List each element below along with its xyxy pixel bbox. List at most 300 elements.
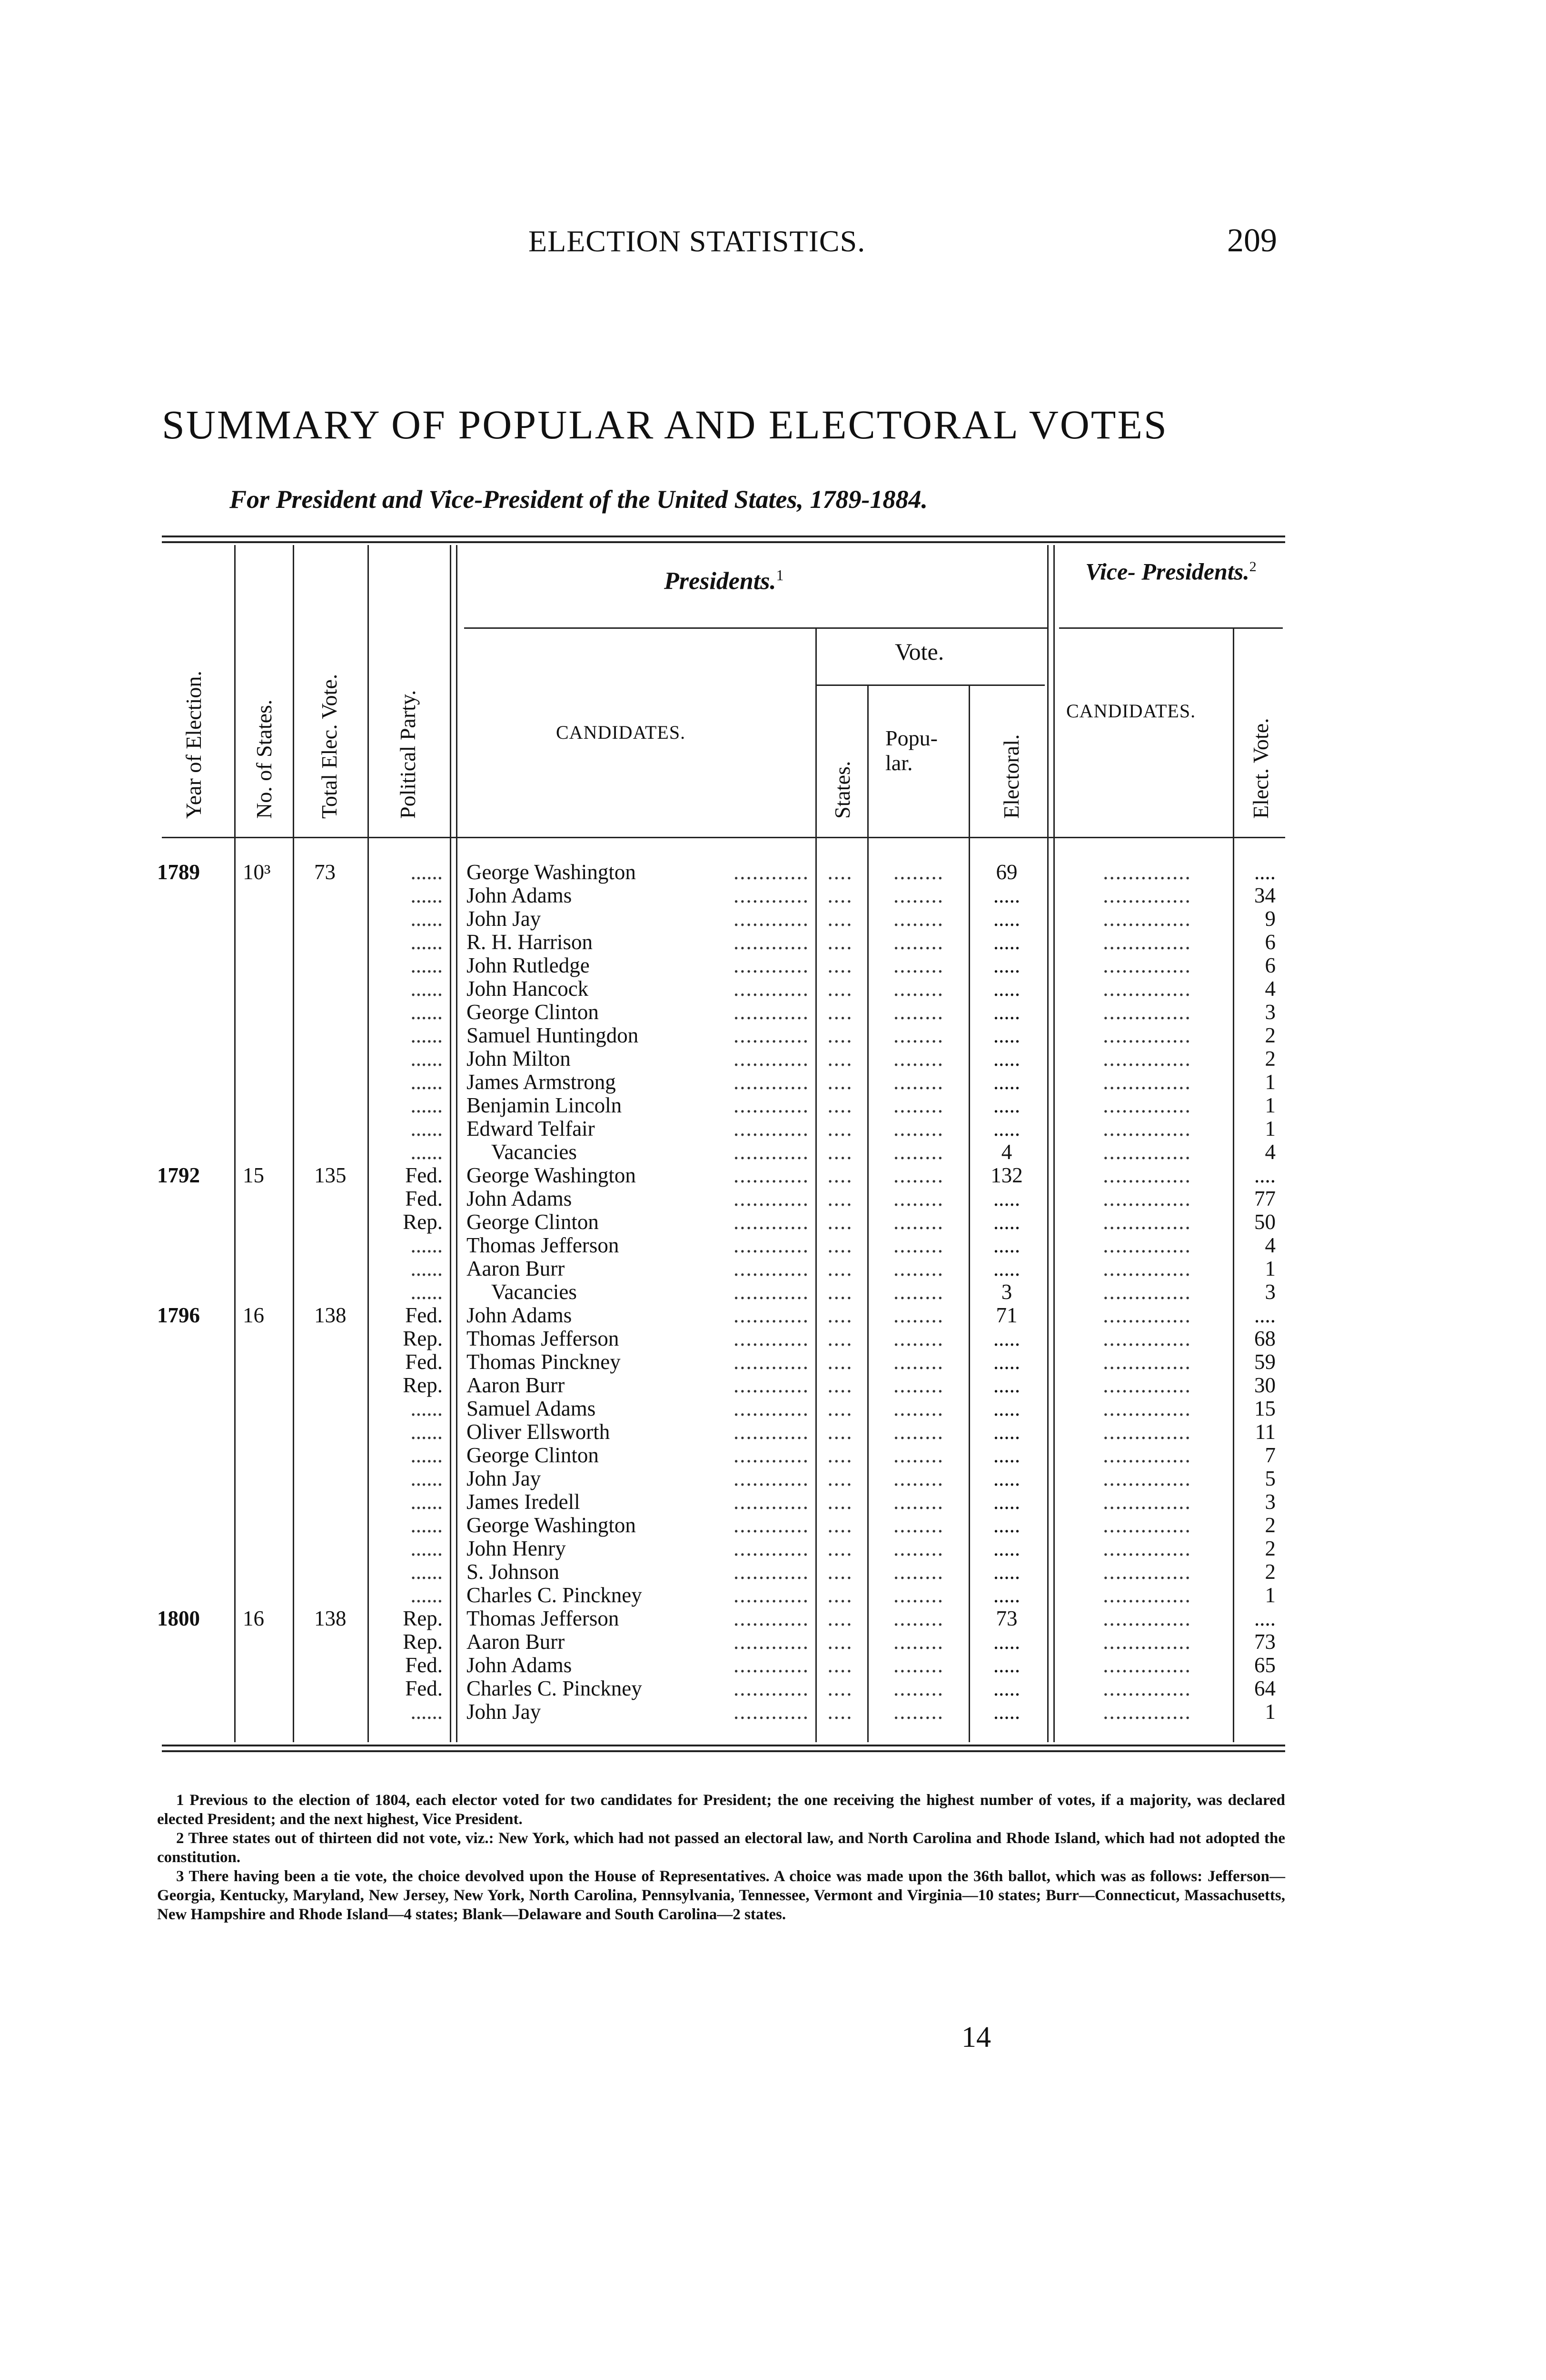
cell-electoral: 4 xyxy=(1001,1140,1012,1164)
cell-popular: ........ xyxy=(893,1490,944,1514)
cell-vice-vote: 5 xyxy=(1265,1467,1276,1490)
cell-candidate: Edward Telfair xyxy=(466,1117,599,1140)
cell-candidate: Charles C. Pinckney xyxy=(466,1584,646,1607)
cell-party: ...... xyxy=(410,1444,443,1467)
footnote-2: 2 Three states out of thirteen did not vote, viz.: New York, which had not passed an electoral law, and North Carolina and Rhode Island, which had not adopted the constitution. xyxy=(157,1830,1285,1866)
cell-candidate: John Hancock xyxy=(466,977,592,1001)
cell-popular: ........ xyxy=(893,1001,944,1024)
cell-vice-vote: .... xyxy=(1254,861,1276,884)
header-presidents xyxy=(664,566,783,595)
cell-popular: ........ xyxy=(893,1164,944,1187)
cell-vice-vote: 1 xyxy=(1265,1094,1276,1117)
cell-vice-candidate: .............. xyxy=(1103,884,1191,907)
table-row xyxy=(0,1467,1546,1490)
cell-states: .... xyxy=(827,1467,853,1490)
cell-popular: ........ xyxy=(893,1467,944,1490)
presidents-rule xyxy=(464,627,1047,629)
cell-candidate: George Washington xyxy=(466,1164,640,1187)
table-top-rule xyxy=(162,536,1285,537)
cell-vice-candidate: .............. xyxy=(1103,1210,1191,1234)
cell-electoral: ..... xyxy=(993,1210,1021,1234)
cell-electoral: ..... xyxy=(993,1234,1021,1257)
cell-candidate: John Milton xyxy=(466,1047,575,1071)
cell-vice-vote: 7 xyxy=(1265,1444,1276,1467)
cell-vice-vote: 50 xyxy=(1254,1210,1276,1234)
cell-party: Rep. xyxy=(403,1374,443,1397)
table-row xyxy=(0,884,1546,907)
table-row xyxy=(0,1700,1546,1724)
cell-popular: ........ xyxy=(893,1584,944,1607)
cell-states: .... xyxy=(827,1444,853,1467)
cell-candidate: Samuel Huntingdon xyxy=(466,1024,642,1047)
cell-total-elec: 135 xyxy=(314,1164,347,1187)
cell-electoral: ..... xyxy=(993,1071,1021,1094)
cell-vice-candidate: .............. xyxy=(1103,1630,1191,1654)
cell-party: ...... xyxy=(410,1071,443,1094)
cell-leader-dots: ............ xyxy=(733,1374,809,1397)
cell-year: 1796 xyxy=(157,1304,200,1327)
cell-electoral: ..... xyxy=(993,1700,1021,1724)
cell-popular: ........ xyxy=(893,1117,944,1140)
cell-popular: ........ xyxy=(893,1374,944,1397)
cell-popular: ........ xyxy=(893,1444,944,1467)
cell-candidate: Charles C. Pinckney xyxy=(466,1677,646,1700)
cell-electoral: ..... xyxy=(993,1677,1021,1700)
table-row xyxy=(0,1584,1546,1607)
cell-electoral: ..... xyxy=(993,1490,1021,1514)
cell-candidate: Benjamin Lincoln xyxy=(466,1094,625,1117)
vote-rule xyxy=(816,684,1045,686)
cell-states: .... xyxy=(827,931,853,954)
cell-party: ...... xyxy=(410,1117,443,1140)
table-row xyxy=(0,1094,1546,1117)
cell-states: .... xyxy=(827,1630,853,1654)
cell-party: Fed. xyxy=(405,1654,443,1677)
cell-candidate: George Clinton xyxy=(466,1001,603,1024)
cell-popular: ........ xyxy=(893,1514,944,1537)
cell-vice-vote: 1 xyxy=(1265,1257,1276,1280)
vice-rule xyxy=(1059,627,1283,629)
cell-party: ...... xyxy=(410,1560,443,1584)
cell-leader-dots: ............ xyxy=(733,1164,809,1187)
header-popular: Popu- lar. xyxy=(885,726,938,775)
cell-leader-dots: ............ xyxy=(733,1047,809,1071)
cell-vice-candidate: .............. xyxy=(1103,1444,1191,1467)
table-row xyxy=(0,954,1546,977)
cell-leader-dots: ............ xyxy=(733,1350,809,1374)
cell-states: .... xyxy=(827,1350,853,1374)
cell-vice-candidate: .............. xyxy=(1103,1677,1191,1700)
cell-vice-candidate: .............. xyxy=(1103,1071,1191,1094)
cell-candidate: S. Johnson xyxy=(466,1560,563,1584)
cell-leader-dots: ............ xyxy=(733,1257,809,1280)
cell-candidate: Thomas Jefferson xyxy=(466,1327,623,1350)
cell-party: Fed. xyxy=(405,1304,443,1327)
cell-year: 1800 xyxy=(157,1607,200,1630)
table-row xyxy=(0,1374,1546,1397)
cell-vice-candidate: .............. xyxy=(1103,1047,1191,1071)
cell-party: ...... xyxy=(410,1537,443,1560)
cell-leader-dots: ............ xyxy=(733,1537,809,1560)
table-top-rule-2 xyxy=(162,541,1285,543)
table-row xyxy=(0,1350,1546,1374)
cell-candidate: Thomas Pinckney xyxy=(466,1350,624,1374)
cell-leader-dots: ............ xyxy=(733,1444,809,1467)
header-elect-vote: Elect. Vote. xyxy=(1249,718,1273,819)
table-row xyxy=(0,1210,1546,1234)
cell-states: .... xyxy=(827,1537,853,1560)
cell-leader-dots: ............ xyxy=(733,1094,809,1117)
cell-states: .... xyxy=(827,1234,853,1257)
cell-vice-candidate: .............. xyxy=(1103,1420,1191,1444)
table-row xyxy=(0,1514,1546,1537)
cell-leader-dots: ............ xyxy=(733,1071,809,1094)
cell-leader-dots: ............ xyxy=(733,884,809,907)
table-row xyxy=(0,1024,1546,1047)
cell-leader-dots: ............ xyxy=(733,1700,809,1724)
cell-vice-vote: 1 xyxy=(1265,1584,1276,1607)
cell-candidate: John Jay xyxy=(466,907,545,931)
header-vice-note: 2 xyxy=(1249,559,1257,575)
cell-popular: ........ xyxy=(893,1677,944,1700)
cell-vice-candidate: .............. xyxy=(1103,1024,1191,1047)
cell-states: .... xyxy=(827,1257,853,1280)
cell-vice-vote: 3 xyxy=(1265,1280,1276,1304)
cell-popular: ........ xyxy=(893,1187,944,1210)
page-title: SUMMARY OF POPULAR AND ELECTORAL VOTES xyxy=(162,402,1168,447)
cell-candidate: Aaron Burr xyxy=(466,1257,568,1280)
cell-leader-dots: ............ xyxy=(733,1234,809,1257)
cell-candidate: John Adams xyxy=(466,1654,575,1677)
footnote-1: 1 Previous to the election of 1804, each elector voted for two candidates for President; the one receiving the highest number of votes, if a majority, was declared elected President; and the next highest, Vice President. xyxy=(157,1792,1285,1828)
cell-electoral: ..... xyxy=(993,1560,1021,1584)
cell-vice-vote: 1 xyxy=(1265,1117,1276,1140)
cell-vice-candidate: .............. xyxy=(1103,1164,1191,1187)
cell-electoral: ..... xyxy=(993,1257,1021,1280)
cell-states: .... xyxy=(827,1094,853,1117)
cell-vice-vote: 11 xyxy=(1255,1420,1276,1444)
cell-party: Fed. xyxy=(405,1350,443,1374)
cell-electoral: ..... xyxy=(993,1327,1021,1350)
cell-leader-dots: ............ xyxy=(733,1654,809,1677)
header-states: States. xyxy=(830,761,854,819)
cell-year: 1792 xyxy=(157,1164,200,1187)
cell-party: ...... xyxy=(410,1140,443,1164)
cell-candidate: R. H. Harrison xyxy=(466,931,596,954)
cell-vice-candidate: .............. xyxy=(1103,1584,1191,1607)
cell-states: .... xyxy=(827,1584,853,1607)
cell-electoral: 73 xyxy=(996,1607,1018,1630)
cell-vice-vote: 2 xyxy=(1265,1537,1276,1560)
cell-candidate: Aaron Burr xyxy=(466,1374,568,1397)
cell-party: ...... xyxy=(410,907,443,931)
cell-candidate: Samuel Adams xyxy=(466,1397,599,1420)
cell-vice-vote: 2 xyxy=(1265,1024,1276,1047)
cell-vice-candidate: .............. xyxy=(1103,1304,1191,1327)
cell-states: .... xyxy=(827,1140,853,1164)
table-row xyxy=(0,1304,1546,1327)
cell-vice-vote: 34 xyxy=(1254,884,1276,907)
table-row xyxy=(0,1071,1546,1094)
cell-vice-vote: 77 xyxy=(1254,1187,1276,1210)
cell-leader-dots: ............ xyxy=(733,1420,809,1444)
cell-vice-vote: 6 xyxy=(1265,931,1276,954)
cell-leader-dots: ............ xyxy=(733,1560,809,1584)
cell-states: .... xyxy=(827,1280,853,1304)
table-row xyxy=(0,1187,1546,1210)
table-row xyxy=(0,1257,1546,1280)
cell-vice-vote: 30 xyxy=(1254,1374,1276,1397)
cell-states: .... xyxy=(827,1001,853,1024)
cell-vice-vote: 59 xyxy=(1254,1350,1276,1374)
cell-candidate: Aaron Burr xyxy=(466,1630,568,1654)
cell-states: .... xyxy=(827,1490,853,1514)
cell-states: .... xyxy=(827,1187,853,1210)
cell-popular: ........ xyxy=(893,977,944,1001)
cell-candidate: John Adams xyxy=(466,884,575,907)
cell-leader-dots: ............ xyxy=(733,1630,809,1654)
cell-leader-dots: ............ xyxy=(733,1210,809,1234)
footnotes xyxy=(157,1791,1285,1924)
cell-party: ...... xyxy=(410,1514,443,1537)
header-presidents-label: Presidents. xyxy=(664,567,776,595)
cell-party: ...... xyxy=(410,954,443,977)
cell-vice-candidate: .............. xyxy=(1103,1654,1191,1677)
running-head: ELECTION STATISTICS. xyxy=(528,224,866,258)
cell-candidate: James Iredell xyxy=(466,1490,584,1514)
table-row xyxy=(0,1117,1546,1140)
cell-popular: ........ xyxy=(893,1537,944,1560)
cell-electoral: ..... xyxy=(993,1397,1021,1420)
table-row xyxy=(0,1444,1546,1467)
cell-vice-vote: 9 xyxy=(1265,907,1276,931)
cell-states: .... xyxy=(827,1071,853,1094)
cell-total-elec: 138 xyxy=(314,1607,347,1630)
cell-electoral: ..... xyxy=(993,1630,1021,1654)
header-no-states: No. of States. xyxy=(252,699,276,819)
cell-electoral: ..... xyxy=(993,1117,1021,1140)
cell-party: ...... xyxy=(410,1700,443,1724)
cell-party: Rep. xyxy=(403,1210,443,1234)
cell-states: .... xyxy=(827,907,853,931)
cell-vice-vote: .... xyxy=(1254,1304,1276,1327)
cell-popular: ........ xyxy=(893,861,944,884)
table-row xyxy=(0,1630,1546,1654)
cell-vice-candidate: .............. xyxy=(1103,1234,1191,1257)
header-vice-presidents xyxy=(1085,555,1257,584)
table-row xyxy=(0,1677,1546,1700)
cell-popular: ........ xyxy=(893,1700,944,1724)
cell-vice-candidate: .............. xyxy=(1103,1094,1191,1117)
cell-states: .... xyxy=(827,1210,853,1234)
cell-electoral: 71 xyxy=(996,1304,1018,1327)
cell-states: .... xyxy=(827,1607,853,1630)
cell-vice-vote: 4 xyxy=(1265,1140,1276,1164)
cell-popular: ........ xyxy=(893,1024,944,1047)
page-number: 209 xyxy=(1227,222,1277,259)
cell-party: ...... xyxy=(410,1467,443,1490)
cell-states: .... xyxy=(827,884,853,907)
cell-party: ...... xyxy=(410,977,443,1001)
cell-leader-dots: ............ xyxy=(733,1024,809,1047)
cell-no-states: 15 xyxy=(243,1164,264,1187)
cell-vice-candidate: .............. xyxy=(1103,1001,1191,1024)
cell-popular: ........ xyxy=(893,931,944,954)
cell-party: Rep. xyxy=(403,1607,443,1630)
cell-popular: ........ xyxy=(893,884,944,907)
cell-states: .... xyxy=(827,1420,853,1444)
cell-electoral: ..... xyxy=(993,1001,1021,1024)
cell-party: ...... xyxy=(410,861,443,884)
cell-party: Fed. xyxy=(405,1164,443,1187)
cell-states: .... xyxy=(827,1514,853,1537)
table-row xyxy=(0,977,1546,1001)
cell-electoral: ..... xyxy=(993,1047,1021,1071)
cell-party: ...... xyxy=(410,1257,443,1280)
page-subtitle: For President and Vice-President of the United States, 1789-1884. xyxy=(229,485,928,514)
cell-leader-dots: ............ xyxy=(733,861,809,884)
cell-party: ...... xyxy=(410,1584,443,1607)
cell-popular: ........ xyxy=(893,1210,944,1234)
cell-electoral: ..... xyxy=(993,977,1021,1001)
cell-leader-dots: ............ xyxy=(733,1187,809,1210)
signature-mark: 14 xyxy=(961,2021,991,2053)
table-row xyxy=(0,1607,1546,1630)
cell-candidate: George Washington xyxy=(466,861,640,884)
cell-vice-candidate: .............. xyxy=(1103,1537,1191,1560)
cell-candidate: Oliver Ellsworth xyxy=(466,1420,614,1444)
cell-vice-candidate: .............. xyxy=(1103,1350,1191,1374)
cell-popular: ........ xyxy=(893,1327,944,1350)
cell-leader-dots: ............ xyxy=(733,1584,809,1607)
cell-popular: ........ xyxy=(893,1257,944,1280)
header-bottom-rule xyxy=(162,837,1285,838)
cell-states: .... xyxy=(827,977,853,1001)
cell-popular: ........ xyxy=(893,1654,944,1677)
cell-popular: ........ xyxy=(893,907,944,931)
header-year: Year of Election. xyxy=(181,671,206,819)
cell-vice-candidate: .............. xyxy=(1103,1514,1191,1537)
cell-electoral: ..... xyxy=(993,1467,1021,1490)
cell-vice-candidate: .............. xyxy=(1103,1327,1191,1350)
header-vote: Vote. xyxy=(895,638,944,665)
cell-popular: ........ xyxy=(893,954,944,977)
cell-popular: ........ xyxy=(893,1630,944,1654)
cell-states: .... xyxy=(827,1024,853,1047)
cell-party: ...... xyxy=(410,1420,443,1444)
cell-candidate: George Washington xyxy=(466,1514,640,1537)
cell-vice-candidate: .............. xyxy=(1103,977,1191,1001)
cell-popular: ........ xyxy=(893,1234,944,1257)
cell-leader-dots: ............ xyxy=(733,1514,809,1537)
cell-popular: ........ xyxy=(893,1304,944,1327)
table-row xyxy=(0,907,1546,931)
cell-candidate: George Clinton xyxy=(466,1444,603,1467)
cell-vice-vote: .... xyxy=(1254,1607,1276,1630)
cell-vice-candidate: .............. xyxy=(1103,931,1191,954)
cell-leader-dots: ............ xyxy=(733,907,809,931)
cell-vice-vote: 2 xyxy=(1265,1560,1276,1584)
cell-leader-dots: ............ xyxy=(733,954,809,977)
cell-popular: ........ xyxy=(893,1607,944,1630)
header-party: Political Party. xyxy=(396,690,420,819)
header-presidents-note: 1 xyxy=(776,566,784,584)
cell-vice-vote: 64 xyxy=(1254,1677,1276,1700)
cell-leader-dots: ............ xyxy=(733,1280,809,1304)
cell-vice-vote: 65 xyxy=(1254,1654,1276,1677)
cell-vice-candidate: .............. xyxy=(1103,1397,1191,1420)
header-total-elec: Total Elec. Vote. xyxy=(317,674,341,819)
cell-party: ...... xyxy=(410,1397,443,1420)
cell-popular: ........ xyxy=(893,1560,944,1584)
table-row xyxy=(0,861,1546,884)
table-row xyxy=(0,1047,1546,1071)
cell-leader-dots: ............ xyxy=(733,1397,809,1420)
cell-states: .... xyxy=(827,1654,853,1677)
cell-candidate: John Adams xyxy=(466,1304,575,1327)
cell-no-states: 16 xyxy=(243,1304,264,1327)
cell-vice-candidate: .............. xyxy=(1103,1140,1191,1164)
cell-party: ...... xyxy=(410,1047,443,1071)
cell-popular: ........ xyxy=(893,1420,944,1444)
cell-vice-vote: 68 xyxy=(1254,1327,1276,1350)
cell-candidate: John Rutledge xyxy=(466,954,594,977)
cell-party: Rep. xyxy=(403,1630,443,1654)
cell-vice-vote: 2 xyxy=(1265,1047,1276,1071)
cell-popular: ........ xyxy=(893,1047,944,1071)
cell-electoral: ..... xyxy=(993,1514,1021,1537)
cell-vice-candidate: .............. xyxy=(1103,1117,1191,1140)
cell-electoral: ..... xyxy=(993,1350,1021,1374)
cell-vice-vote: 4 xyxy=(1265,1234,1276,1257)
cell-states: .... xyxy=(827,1700,853,1724)
cell-party: Fed. xyxy=(405,1677,443,1700)
cell-candidate: John Adams xyxy=(466,1187,575,1210)
cell-vice-candidate: .............. xyxy=(1103,1700,1191,1724)
cell-electoral: ..... xyxy=(993,954,1021,977)
cell-states: .... xyxy=(827,1374,853,1397)
cell-electoral: ..... xyxy=(993,907,1021,931)
cell-leader-dots: ............ xyxy=(733,1304,809,1327)
cell-party: ...... xyxy=(410,931,443,954)
cell-vice-vote: 2 xyxy=(1265,1514,1276,1537)
cell-vice-vote: .... xyxy=(1254,1164,1276,1187)
table-bottom-rule xyxy=(162,1745,1285,1746)
cell-party: ...... xyxy=(410,1024,443,1047)
header-vice-candidates: CANDIDATES. xyxy=(1066,700,1196,722)
cell-states: .... xyxy=(827,1117,853,1140)
cell-vice-candidate: .............. xyxy=(1103,907,1191,931)
cell-electoral: ..... xyxy=(993,1537,1021,1560)
cell-vice-candidate: .............. xyxy=(1103,1560,1191,1584)
cell-party: Rep. xyxy=(403,1327,443,1350)
cell-candidate: John Henry xyxy=(466,1537,570,1560)
cell-party: ...... xyxy=(410,1234,443,1257)
cell-leader-dots: ............ xyxy=(733,1490,809,1514)
cell-leader-dots: ............ xyxy=(733,1467,809,1490)
table-bottom-rule-2 xyxy=(162,1750,1285,1752)
cell-vice-candidate: .............. xyxy=(1103,1374,1191,1397)
table-row xyxy=(0,1001,1546,1024)
cell-states: .... xyxy=(827,1047,853,1071)
cell-electoral: 3 xyxy=(1001,1280,1012,1304)
table-row xyxy=(0,1327,1546,1350)
cell-states: .... xyxy=(827,1560,853,1584)
cell-leader-dots: ............ xyxy=(733,1677,809,1700)
cell-vice-candidate: .............. xyxy=(1103,1607,1191,1630)
cell-leader-dots: ............ xyxy=(733,1001,809,1024)
cell-vice-vote: 3 xyxy=(1265,1490,1276,1514)
